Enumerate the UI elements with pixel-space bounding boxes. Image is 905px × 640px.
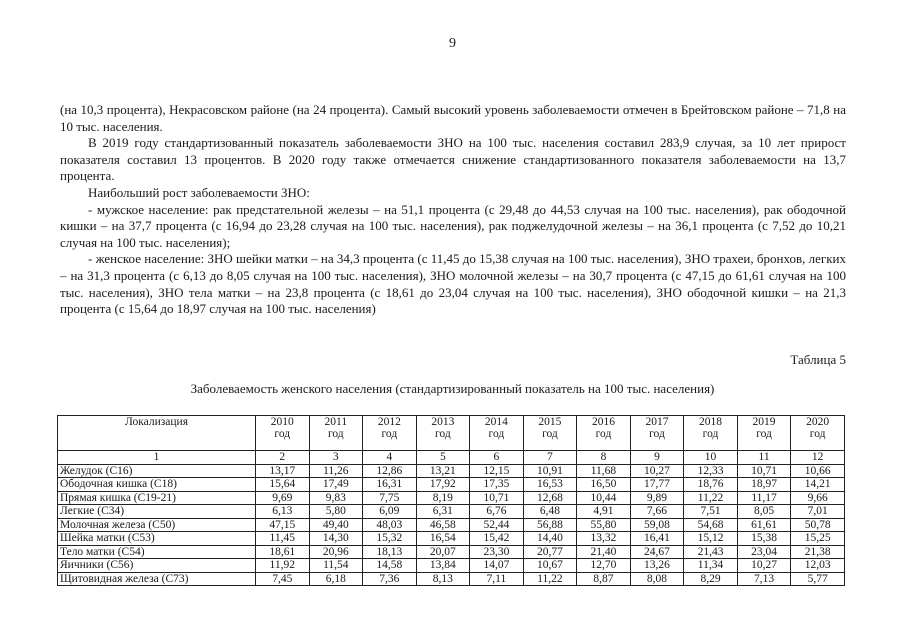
value-cell: 6,76: [470, 505, 524, 519]
value-cell: 7,36: [363, 572, 417, 586]
header-text: 2014: [484, 416, 508, 428]
value-cell: 20,77: [523, 545, 577, 559]
header-subtext: год: [435, 428, 451, 440]
value-cell: 8,05: [737, 505, 791, 519]
header-subtext: год: [702, 428, 719, 440]
value-cell: 16,53: [523, 478, 577, 492]
table-row: [58, 559, 845, 573]
header-year: [470, 416, 524, 451]
value-cell: 18,61: [256, 545, 310, 559]
value-cell: 24,67: [630, 545, 684, 559]
column-index-cell: 1: [58, 451, 256, 465]
value-cell: 10,71: [470, 491, 524, 505]
header-subtext: год: [488, 428, 505, 440]
column-index-cell: 12: [791, 451, 845, 465]
header-subtext: год: [327, 428, 344, 440]
value-cell: 10,44: [577, 491, 631, 505]
header-year: [737, 416, 791, 451]
localization-cell: Легкие (С34): [58, 505, 256, 519]
value-cell: 13,26: [630, 559, 684, 573]
value-cell: 6,31: [416, 505, 470, 519]
value-cell: 6,48: [523, 505, 577, 519]
column-index-cell: 2: [256, 451, 310, 465]
header-year: [684, 416, 738, 451]
value-cell: 18,13: [363, 545, 417, 559]
value-cell: 7,51: [684, 505, 738, 519]
header-localization: [58, 416, 256, 451]
value-cell: 7,11: [470, 572, 524, 586]
header-text: 2018: [699, 416, 723, 428]
value-cell: 15,42: [470, 532, 524, 546]
value-cell: 56,88: [523, 518, 577, 532]
value-cell: 14,07: [470, 559, 524, 573]
value-cell: 5,77: [791, 572, 845, 586]
localization-cell: Ободочная кишка (С18): [58, 478, 256, 492]
header-subtext: год: [756, 428, 772, 440]
value-cell: 9,66: [791, 491, 845, 505]
header-subtext: год: [381, 428, 398, 440]
value-cell: 13,84: [416, 559, 470, 573]
value-cell: 9,69: [256, 491, 310, 505]
localization-cell: Желудок (С16): [58, 464, 256, 478]
value-cell: 20,96: [309, 545, 363, 559]
value-cell: 10,67: [523, 559, 577, 573]
value-cell: 7,01: [791, 505, 845, 519]
value-cell: 10,27: [737, 559, 791, 573]
value-cell: 14,30: [309, 532, 363, 546]
header-text: 2016: [591, 416, 615, 428]
value-cell: 59,08: [630, 518, 684, 532]
table-row: [58, 518, 845, 532]
value-cell: 15,25: [791, 532, 845, 546]
value-cell: 11,68: [577, 464, 631, 478]
value-cell: 14,58: [363, 559, 417, 573]
value-cell: 14,40: [523, 532, 577, 546]
header-subtext: год: [595, 428, 612, 440]
header-text: 2011: [324, 416, 348, 428]
value-cell: 13,32: [577, 532, 631, 546]
value-cell: 12,15: [470, 464, 524, 478]
value-cell: 6,13: [256, 505, 310, 519]
value-cell: 17,92: [416, 478, 470, 492]
value-cell: 17,35: [470, 478, 524, 492]
value-cell: 9,89: [630, 491, 684, 505]
page-number: 9: [449, 36, 456, 51]
value-cell: 16,41: [630, 532, 684, 546]
header-year: [256, 416, 310, 451]
table-index-row: [58, 451, 845, 465]
column-index-cell: 7: [523, 451, 577, 465]
table-label: Таблица 5: [790, 352, 846, 367]
value-cell: 21,43: [684, 545, 738, 559]
value-cell: 11,45: [256, 532, 310, 546]
paragraph-2019: В 2019 году стандартизованный показатель заболеваемости ЗНО на 100 тыс. населения составил 283,9 случая, за 10 лет прирост показателя составил 13 процентов. В 2020 году также отмечается снижение стандартизованного показателя заболеваемости на 13,7 процента.: [60, 135, 846, 184]
header-text: Локализация: [124, 416, 189, 428]
paragraph-intro: (на 10,3 процента), Некрасовском районе (на 24 процента). Самый высокий уровень заболеваемости отмечен в Брейтовском районе – 71,8 на 10 тыс. населения.: [60, 102, 846, 134]
table-row: [58, 545, 845, 559]
header-year: [630, 416, 684, 451]
header-year: [309, 416, 363, 451]
column-index-cell: 4: [363, 451, 417, 465]
value-cell: 10,71: [737, 464, 791, 478]
value-cell: 7,13: [737, 572, 791, 586]
header-subtext: год: [274, 428, 291, 440]
table-header-row: [58, 416, 845, 451]
value-cell: 15,32: [363, 532, 417, 546]
value-cell: 12,03: [791, 559, 845, 573]
incidence-table: [57, 415, 845, 586]
value-cell: 8,08: [630, 572, 684, 586]
value-cell: 15,12: [684, 532, 738, 546]
paragraph-growth-heading: Наибольший рост заболеваемости ЗНО:: [88, 184, 310, 200]
column-index-cell: 10: [684, 451, 738, 465]
localization-cell: Яичники (С56): [58, 559, 256, 573]
value-cell: 23,30: [470, 545, 524, 559]
value-cell: 23,04: [737, 545, 791, 559]
value-cell: 15,64: [256, 478, 310, 492]
header-year: [416, 416, 470, 451]
header-text: 2010: [270, 416, 294, 428]
value-cell: 8,13: [416, 572, 470, 586]
column-index-cell: 11: [737, 451, 791, 465]
value-cell: 47,15: [256, 518, 310, 532]
localization-cell: Тело матки (С54): [58, 545, 256, 559]
value-cell: 21,38: [791, 545, 845, 559]
value-cell: 11,92: [256, 559, 310, 573]
column-index-cell: 8: [577, 451, 631, 465]
value-cell: 11,34: [684, 559, 738, 573]
header-year: [363, 416, 417, 451]
header-year: [523, 416, 577, 451]
value-cell: 9,83: [309, 491, 363, 505]
header-text: 2019: [752, 416, 776, 428]
value-cell: 7,75: [363, 491, 417, 505]
value-cell: 52,44: [470, 518, 524, 532]
value-cell: 14,21: [791, 478, 845, 492]
value-cell: 50,78: [791, 518, 845, 532]
table-row: [58, 491, 845, 505]
column-index-cell: 9: [630, 451, 684, 465]
paragraph-female-population: - женское население: ЗНО шейки матки – на 34,3 процента (с 11,45 до 15,38 случая на 100 тыс. населения), ЗНО трахеи, бронхов, легких – на 31,3 процента (с 6,13 до 8,05 случая на 100 тыс. населения), ЗНО молочной железы – на 30,7 процента (с 47,15 до 61,61 случая на 100 тыс. населения), ЗНО тела матки – на 23,8 процента (с 18,61 до 23,04 случая на 100 тыс. населения), ЗНО ободочной кишки – на 21,3 процента (с 15,64 до 18,97 случая на 100 тыс. населения): [60, 251, 846, 317]
localization-cell: Щитовидная железа (С73): [58, 572, 256, 586]
value-cell: 12,68: [523, 491, 577, 505]
localization-cell: Шейка матки (С53): [58, 532, 256, 546]
table-row: [58, 532, 845, 546]
value-cell: 54,68: [684, 518, 738, 532]
table-row: [58, 572, 845, 586]
value-cell: 16,54: [416, 532, 470, 546]
value-cell: 8,87: [577, 572, 631, 586]
value-cell: 11,22: [684, 491, 738, 505]
header-text: 2020: [806, 416, 830, 428]
value-cell: 55,80: [577, 518, 631, 532]
header-text: 2015: [538, 416, 562, 428]
value-cell: 5,80: [309, 505, 363, 519]
value-cell: 21,40: [577, 545, 631, 559]
value-cell: 6,09: [363, 505, 417, 519]
value-cell: 18,97: [737, 478, 791, 492]
value-cell: 7,45: [256, 572, 310, 586]
value-cell: 12,33: [684, 464, 738, 478]
value-cell: 12,70: [577, 559, 631, 573]
value-cell: 10,27: [630, 464, 684, 478]
column-index-cell: 5: [416, 451, 470, 465]
value-cell: 8,19: [416, 491, 470, 505]
header-year: [577, 416, 631, 451]
value-cell: 49,40: [309, 518, 363, 532]
body-text: [60, 102, 846, 318]
value-cell: 17,49: [309, 478, 363, 492]
value-cell: 10,66: [791, 464, 845, 478]
table-title: Заболеваемость женского населения (стандартизированный показатель на 100 тыс. населения): [190, 381, 715, 396]
header-text: 2017: [645, 416, 669, 428]
value-cell: 11,22: [523, 572, 577, 586]
value-cell: 4,91: [577, 505, 631, 519]
value-cell: 11,54: [309, 559, 363, 573]
value-cell: 7,66: [630, 505, 684, 519]
table-row: [58, 464, 845, 478]
value-cell: 20,07: [416, 545, 470, 559]
header-year: [791, 416, 845, 451]
value-cell: 46,58: [416, 518, 470, 532]
value-cell: 17,77: [630, 478, 684, 492]
header-subtext: год: [809, 428, 826, 440]
paragraph-male-population: - мужское население: рак предстательной железы – на 51,1 процента (с 29,48 до 44,53 случая на 100 тыс. населения), рак ободочной кишки – на 37,7 процента (с 16,94 до 23,28 случая на 100 тыс. населения), рак поджелудочной железы – на 36,1 процента (с 7,52 до 10,21 случая на 100 тыс. населения);: [60, 201, 846, 250]
header-text: 2012: [377, 416, 401, 428]
value-cell: 16,50: [577, 478, 631, 492]
localization-cell: Прямая кишка (С19-21): [58, 491, 256, 505]
table-row: [58, 478, 845, 492]
value-cell: 10,91: [523, 464, 577, 478]
value-cell: 11,26: [309, 464, 363, 478]
column-index-cell: 3: [309, 451, 363, 465]
value-cell: 18,76: [684, 478, 738, 492]
value-cell: 8,29: [684, 572, 738, 586]
value-cell: 16,31: [363, 478, 417, 492]
header-subtext: год: [649, 428, 665, 440]
value-cell: 13,17: [256, 464, 310, 478]
localization-cell: Молочная железа (С50): [58, 518, 256, 532]
header-text: 2013: [431, 416, 455, 428]
value-cell: 6,18: [309, 572, 363, 586]
column-index-cell: 6: [470, 451, 524, 465]
value-cell: 11,17: [737, 491, 791, 505]
value-cell: 15,38: [737, 532, 791, 546]
value-cell: 48,03: [363, 518, 417, 532]
value-cell: 12,86: [363, 464, 417, 478]
table-row: [58, 505, 845, 519]
value-cell: 61,61: [737, 518, 791, 532]
header-subtext: год: [542, 428, 558, 440]
value-cell: 13,21: [416, 464, 470, 478]
